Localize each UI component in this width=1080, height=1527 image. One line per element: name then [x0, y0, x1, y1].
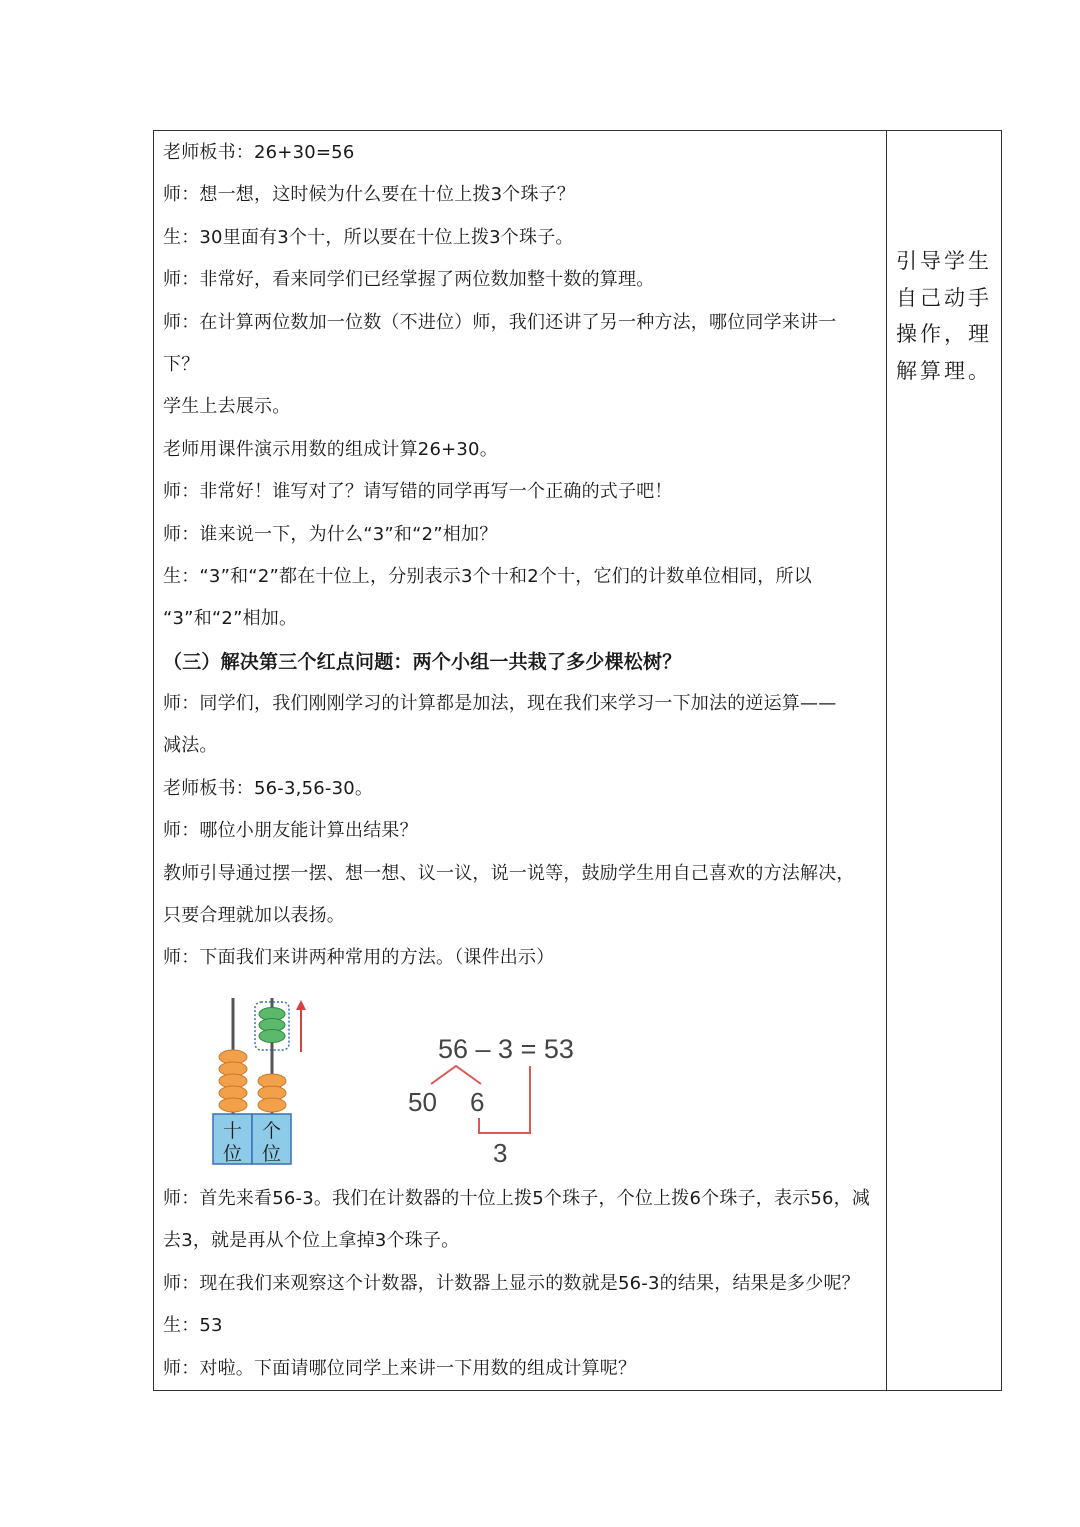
teacher-methods: 师：下面我们来讲两种常用的方法。（课件出示） [163, 947, 555, 969]
board-line-1: 老师板书：26+30=56 [163, 142, 355, 163]
column-divider [886, 130, 887, 1391]
teacher-check: 师：非常好！谁写对了？请写错的同学再写一个正确的式子吧！ [163, 481, 673, 503]
remove-arrow-head-icon [296, 1000, 306, 1010]
abacus-and-decomposition [163, 990, 879, 1170]
courseware-figure [163, 990, 879, 1170]
board-line-2: 老师板书：56-3,56-30。 [163, 777, 374, 799]
student-result: 生：53 [163, 1315, 223, 1337]
teacher-intro-subtraction: 师：同学们，我们刚刚学习的计算都是加法，现在我们来学习一下加法的逆运算—— [163, 693, 837, 715]
ones-label-1: 个 [261, 1120, 282, 1142]
teacher-guide: 教师引导通过摆一摆、想一想、议一议，说一说等，鼓励学生用自己喜欢的方法解决， [163, 862, 855, 884]
student-explain-cont: “3”和“2”相加。 [163, 608, 298, 630]
teacher-next: 师：对啦。下面请哪位同学上来讲一下用数的组成计算呢？ [163, 1357, 637, 1379]
side-note-line: 操作，理 [896, 322, 992, 346]
teacher-intro-subtraction-cont: 减法。 [163, 735, 218, 757]
teacher-why: 师：谁来说一下，为什么“3”和“2”相加？ [163, 523, 498, 545]
split-lines [431, 1066, 481, 1084]
lesson-content [163, 132, 879, 980]
teacher-explain-abacus-cont: 去3，就是再从个位上拿掉3个珠子。 [163, 1230, 460, 1252]
bottom-number: 3 [493, 1138, 508, 1168]
teacher-prompt-cont: 下？ [163, 353, 200, 375]
side-note-line: 解算理。 [896, 358, 992, 383]
lesson-content-continued [163, 1178, 879, 1390]
side-note-line: 引导学生 [896, 249, 992, 273]
teacher-question: 师：想一想，这时候为什么要在十位上拨3个珠子？ [163, 184, 576, 206]
student-demo: 学生上去展示。 [163, 396, 291, 418]
tens-beads [219, 1050, 247, 1112]
tens-label-1: 十 [222, 1120, 243, 1142]
teacher-praise: 师：非常好，看来同学们已经掌握了两位数加整十数的算理。 [163, 269, 655, 291]
ones-beads [258, 1074, 286, 1112]
section-heading: （三）解决第三个红点问题：两个小组一共栽了多少棵松树？ [163, 650, 682, 673]
combine-lines [479, 1066, 530, 1133]
side-note [896, 243, 992, 389]
side-note-line: 自己动手 [896, 285, 992, 310]
teacher-guide-cont: 只要合理就加以表扬。 [163, 905, 345, 927]
equation-text: 56 – 3 = 53 [438, 1034, 574, 1064]
split-left: 50 [408, 1087, 437, 1117]
tens-label-2: 位 [222, 1143, 243, 1165]
removed-bead [259, 1030, 285, 1043]
ones-label-2: 位 [261, 1143, 282, 1165]
student-explain: 生：“3”和“2”都在十位上，分别表示3个十和2个十，它们的计数单位相同，所以 [163, 565, 812, 587]
teacher-ask-result: 师：哪位小朋友能计算出结果？ [163, 820, 418, 842]
courseware-demo: 老师用课件演示用数的组成计算26+30。 [163, 438, 498, 460]
removed-beads [259, 1008, 285, 1043]
split-right: 6 [470, 1087, 485, 1117]
teacher-prompt: 师：在计算两位数加一位数（不进位）师，我们还讲了另一种方法，哪位同学来讲一 [163, 311, 837, 333]
student-answer: 生：30里面有3个十，所以要在十位上拨3个珠子。 [163, 226, 574, 248]
teacher-observe: 师：现在我们来观察这个计数器，计数器上显示的数就是56-3的结果，结果是多少呢？ [163, 1272, 860, 1294]
ones-bead [258, 1098, 286, 1112]
tens-bead [219, 1098, 247, 1112]
teacher-explain-abacus: 师：首先来看56-3。我们在计数器的十位上拨5个珠子，个位上拨6个珠子，表示56，减 [163, 1188, 871, 1209]
